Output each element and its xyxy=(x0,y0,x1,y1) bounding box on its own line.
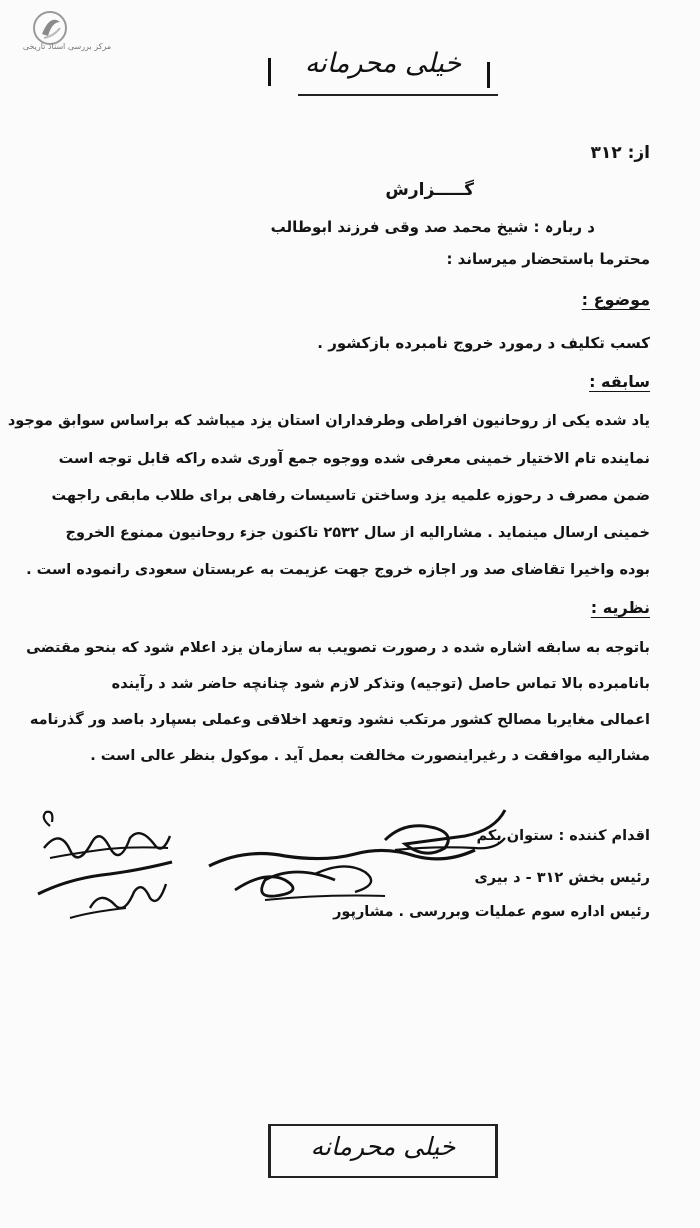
stamp-underline xyxy=(298,94,498,96)
archive-logo-text: مرکز بررسی اسناد تاریخی xyxy=(22,42,112,51)
classification-label: خیلی محرمانه xyxy=(304,48,462,79)
reference-number: از: ۳۱۲ xyxy=(590,143,650,163)
opinion-line: مشارالیه موافقت د رغیراینصورت مخالفت بعمل آید . موکول بنظر عالی است . xyxy=(90,748,650,764)
opinion-line: اعمالی مغایربا مصالح کشور مرتکب نشود وتعهد اخلاقی وعملی بسپارد باصد ور گذرنامه xyxy=(29,712,650,728)
classification-stamp-bottom xyxy=(268,1124,498,1178)
opinion-line: باتوجه به سابقه اشاره شده د رصورت تصویب به سازمان یزد اعلام شود که بنحو مقتضی xyxy=(26,640,650,656)
salutation: محترما باستحضار میرساند : xyxy=(446,250,650,268)
stamp-bracket xyxy=(487,62,490,88)
background-line: یاد شده یکی از روحانیون افراطی وطرفداران استان یزد میباشد که براساس سوابق موجود xyxy=(7,413,650,429)
signoff-line: رئیس اداره سوم عملیات وبررسی . مشارپور xyxy=(333,904,650,920)
signatures-icon xyxy=(205,800,535,910)
opinion-line: بانامبرده بالا تماس حاصل (توجیه) وتذکر لازم شود چنانچه حاضر شد د رآینده xyxy=(111,676,650,692)
handwritten-note-icon xyxy=(30,808,180,938)
background-line: نماینده تام الاختیار خمینی معرفی شده ووجوه جمع آوری شده راکه قابل توجه است xyxy=(58,451,650,467)
signoff-line: رئیس بخش ۳۱۲ - د بیری xyxy=(474,870,650,886)
signoff-line: اقدام کننده : ستوان یکم xyxy=(476,828,650,844)
subject-line: د ربارہ : شیخ محمد صد وقی فرزند ابوطالب xyxy=(270,218,595,236)
section-subject-heading: موضوع : xyxy=(581,290,650,309)
classification-stamp-top xyxy=(258,40,508,98)
section-opinion-heading: نظریه : xyxy=(590,598,650,617)
section-background-heading: سابقه : xyxy=(589,372,650,391)
document-title: گـــــزارش xyxy=(385,180,474,200)
background-line: ضمن مصرف د رحوزه علمیه یزد وساختن تاسیسات رفاهی برای طلاب مابقی راجهت xyxy=(51,488,650,504)
classification-label: خیلی محرمانه xyxy=(310,1132,456,1161)
subject-text: کسب تکلیف د رمورد خروج نامبرده بازکشور . xyxy=(317,334,650,352)
background-line: خمینی ارسال مینماید . مشارالیه از سال ۲۵۳۲ تاکنون جزء روحانیون ممنوع الخروج xyxy=(65,525,650,541)
background-line: بوده واخیرا تقاضای صد ور اجازه خروج جهت عزیمت به عربستان سعودی رانموده است . xyxy=(26,562,650,578)
